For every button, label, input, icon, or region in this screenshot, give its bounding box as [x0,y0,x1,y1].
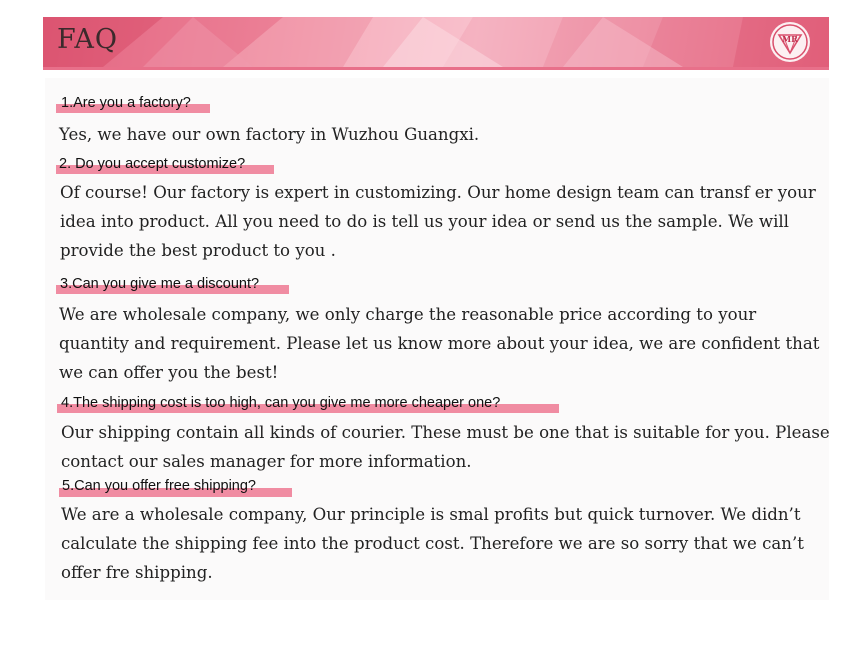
answer-line: Our shipping contain all kinds of courier. These must be one that is suitable for you. Please [61,423,830,442]
answer-line: we can offer you the best! [59,363,279,382]
answer-line: Yes, we have our own factory in Wuzhou Guangxi. [59,125,480,144]
faq-question-3: 3.Can you give me a discount? [60,276,260,292]
faq-banner [43,17,829,67]
faq-question-2: 2. Do you accept customize? [59,156,246,172]
answer-line: Of course! Our factory is expert in customizing. Our home design team can transf er your [60,183,816,202]
answer-line: offer fre shipping. [61,563,213,582]
answer-line: idea into product. All you need to do is tell us your idea or send us the sample. We will [60,212,789,231]
banner-divider [43,67,829,70]
faq-answer-3 [59,300,827,387]
faq-answer-1 [59,120,827,149]
faq-answer-2 [60,178,828,265]
svg-text:MR: MR [782,34,798,44]
faq-answer-5 [61,500,829,587]
mr-diamond-logo-icon [769,21,811,63]
answer-line: We are a wholesale company, Our principle is smal profits but quick turnover. We didn’t [61,505,801,524]
faq-question-5: 5.Can you offer free shipping? [62,478,257,494]
answer-line: quantity and requirement. Please let us know more about your idea, we are confident that [59,334,820,353]
polygon-pattern [43,17,829,67]
page-title: FAQ [57,24,119,55]
faq-question-1: 1.Are you a factory? [61,95,191,111]
faq-question-4: 4.The shipping cost is too high, can you give me more cheaper one? [61,395,501,411]
answer-line: provide the best product to you . [60,241,336,260]
answer-line: contact our sales manager for more information. [61,452,472,471]
faq-answer-4 [61,418,829,476]
answer-line: We are wholesale company, we only charge the reasonable price according to your [59,305,757,324]
answer-line: calculate the shipping fee into the product cost. Therefore we are so sorry that we can’t [61,534,804,553]
